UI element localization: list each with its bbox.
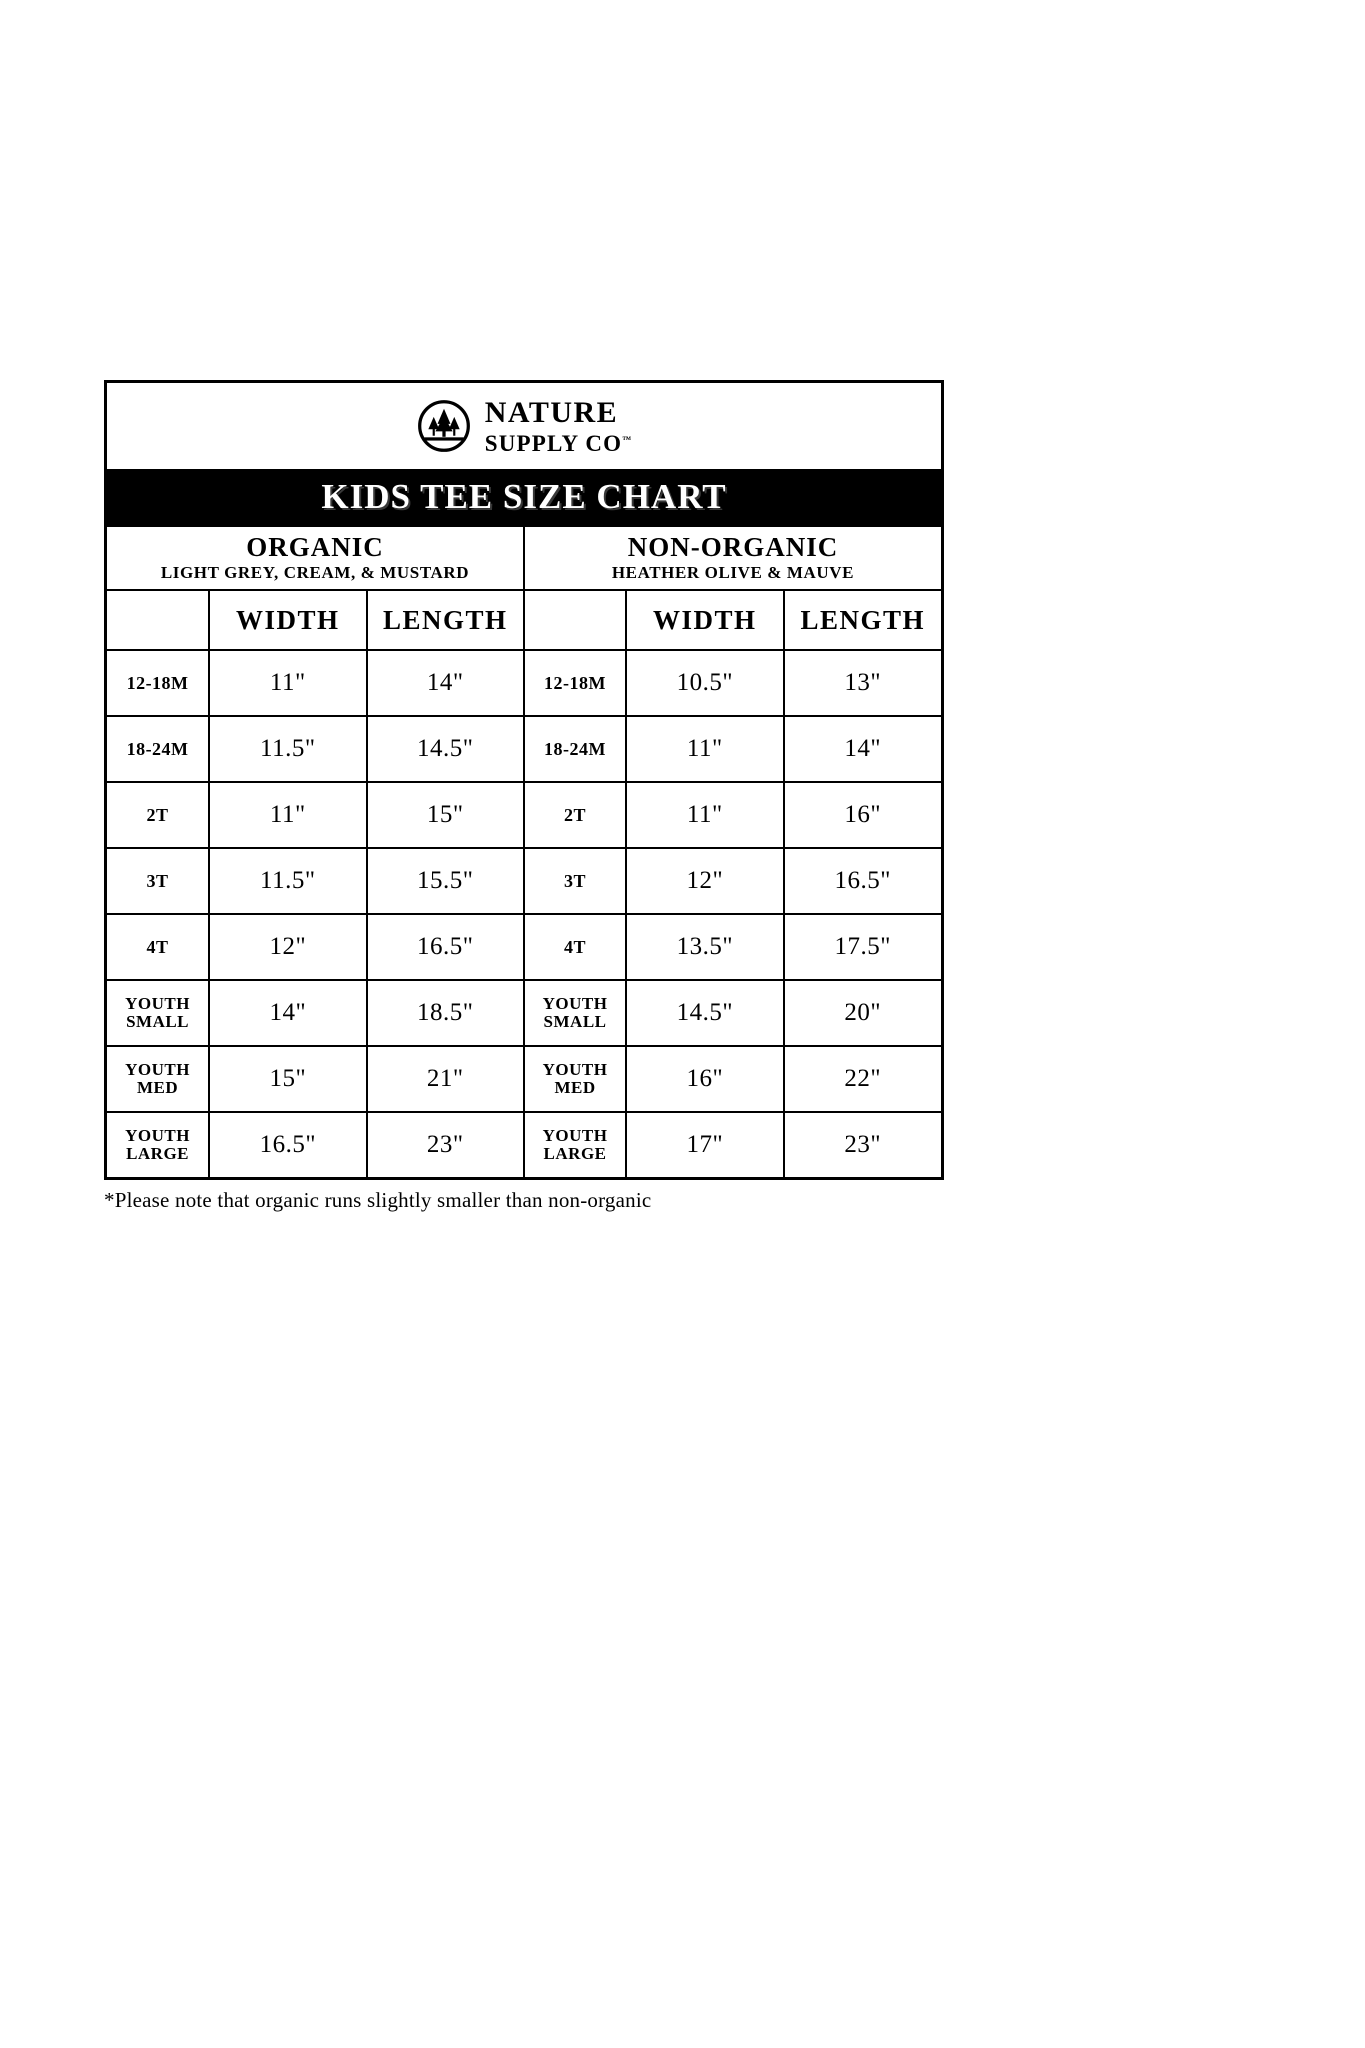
row-width-non-organic: 14.5" — [626, 980, 783, 1046]
trademark-mark: ™ — [622, 433, 632, 444]
row-width-non-organic: 12" — [626, 848, 783, 914]
table-row — [107, 650, 941, 716]
row-length-non-organic: 23" — [784, 1112, 941, 1177]
row-length-organic: 23" — [367, 1112, 524, 1177]
page-title: KIDS TEE SIZE CHART — [321, 477, 727, 516]
row-width-organic: 14" — [209, 980, 366, 1046]
row-size-non-organic: YOUTH MED — [524, 1046, 626, 1112]
row-size-non-organic: YOUTH LARGE — [524, 1112, 626, 1177]
row-width-organic: 11.5" — [209, 848, 366, 914]
row-width-organic: 11" — [209, 782, 366, 848]
column-header-non-organic-width: WIDTH — [626, 590, 783, 650]
row-length-non-organic: 22" — [784, 1046, 941, 1112]
row-size-organic: YOUTH LARGE — [107, 1112, 209, 1177]
column-header-organic-size — [107, 590, 209, 650]
row-length-organic: 14" — [367, 650, 524, 716]
table-row — [107, 848, 941, 914]
row-width-organic: 15" — [209, 1046, 366, 1112]
category-organic — [107, 526, 524, 590]
trees-circle-logo-icon — [417, 399, 471, 453]
row-width-non-organic: 17" — [626, 1112, 783, 1177]
category-non-organic-subtitle: HEATHER OLIVE & MAUVE — [611, 562, 855, 582]
row-size-organic: 3T — [107, 848, 209, 914]
row-width-non-organic: 11" — [626, 782, 783, 848]
row-size-organic: YOUTH MED — [107, 1046, 209, 1112]
column-header-non-organic-length: LENGTH — [784, 590, 941, 650]
row-width-non-organic: 16" — [626, 1046, 783, 1112]
size-chart-table — [104, 380, 944, 1180]
category-non-organic-title: NON-ORGANIC — [627, 532, 839, 563]
row-length-organic: 21" — [367, 1046, 524, 1112]
column-header-organic-width: WIDTH — [209, 590, 366, 650]
category-header-row — [107, 526, 941, 590]
row-size-non-organic: 12-18M — [524, 650, 626, 716]
row-size-organic: 4T — [107, 914, 209, 980]
chart-title-bar — [107, 469, 941, 525]
row-length-non-organic: 20" — [784, 980, 941, 1046]
row-length-organic: 14.5" — [367, 716, 524, 782]
row-length-non-organic: 16.5" — [784, 848, 941, 914]
column-header-organic-length: LENGTH — [367, 590, 524, 650]
category-non-organic — [524, 526, 941, 590]
row-length-non-organic: 16" — [784, 782, 941, 848]
measurements-grid — [107, 525, 941, 1177]
row-size-non-organic: 3T — [524, 848, 626, 914]
row-width-organic: 11" — [209, 650, 366, 716]
category-organic-title: ORGANIC — [246, 532, 384, 563]
table-row — [107, 716, 941, 782]
row-size-organic: YOUTH SMALL — [107, 980, 209, 1046]
brand-header — [107, 383, 941, 469]
column-header-row — [107, 590, 941, 650]
row-size-organic: 18-24M — [107, 716, 209, 782]
table-row — [107, 914, 941, 980]
row-size-organic: 2T — [107, 782, 209, 848]
row-size-organic: 12-18M — [107, 650, 209, 716]
brand-subname — [485, 432, 632, 455]
row-length-organic: 18.5" — [367, 980, 524, 1046]
row-width-organic: 11.5" — [209, 716, 366, 782]
row-size-non-organic: 4T — [524, 914, 626, 980]
row-size-non-organic: YOUTH SMALL — [524, 980, 626, 1046]
row-size-non-organic: 18-24M — [524, 716, 626, 782]
table-row — [107, 1112, 941, 1177]
row-length-non-organic: 17.5" — [784, 914, 941, 980]
row-length-organic: 16.5" — [367, 914, 524, 980]
row-size-non-organic: 2T — [524, 782, 626, 848]
table-row — [107, 980, 941, 1046]
row-length-non-organic: 13" — [784, 650, 941, 716]
table-row — [107, 782, 941, 848]
row-width-organic: 12" — [209, 914, 366, 980]
row-width-non-organic: 11" — [626, 716, 783, 782]
row-width-non-organic: 13.5" — [626, 914, 783, 980]
brand-subname-text: SUPPLY CO — [484, 430, 623, 456]
category-organic-subtitle: LIGHT GREY, CREAM, & MUSTARD — [160, 562, 470, 582]
row-width-non-organic: 10.5" — [626, 650, 783, 716]
row-width-organic: 16.5" — [209, 1112, 366, 1177]
brand-name: NATURE — [484, 395, 619, 429]
row-length-organic: 15.5" — [367, 848, 524, 914]
row-length-organic: 15" — [367, 782, 524, 848]
brand-wordmark — [484, 395, 632, 456]
row-length-non-organic: 14" — [784, 716, 941, 782]
size-chart — [104, 380, 944, 1213]
table-row — [107, 1046, 941, 1112]
column-header-non-organic-size — [524, 590, 626, 650]
chart-footnote: *Please note that organic runs slightly smaller than non-organic — [104, 1188, 652, 1212]
